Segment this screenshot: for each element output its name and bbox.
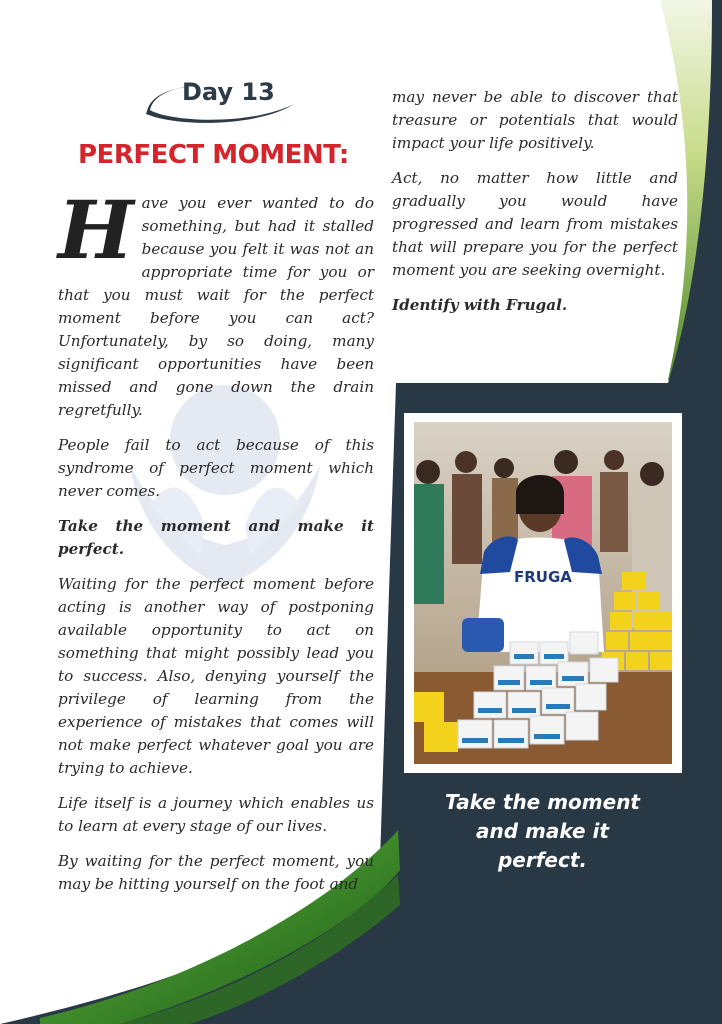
drop-cap: H [58,183,134,277]
subheading-take-the-moment: Take the moment and make it perfect. [58,517,374,558]
paragraph-4: Waiting for the perfect moment before acting is another way of postponing available opportunity to act on something that might possibly lead you to success. Also, denying yourself the privilege of learning from the experience of mistakes that comes will not make perfect whatever goal you are trying to achieve. [58,575,374,777]
intro-text: ave you ever wanted to do something, but had it stalled because you felt it was not an appropriate time for you or that you must wait for the perfect moment before you can act? Unfortunately, by so doing, many significant opportunities have been missed and gone down the drain regretfully. [58,194,374,419]
caption-line-2: and make it [476,819,609,843]
day-label: Day 13 [182,78,275,106]
paragraph-2: People fail to act because of this syndrome of perfect moment which never comes. [58,436,374,500]
paragraph-5: Life itself is a journey which enables us to learn at every stage of our lives. [58,794,374,835]
paragraph-6: By waiting for the perfect moment, you may be hitting yourself on the foot and [58,852,374,893]
right-paragraph-2: Act, no matter how little and gradually you would have progressed and learn from mistakes that will prepare you for the perfect moment you are seeking overnight. [392,169,678,279]
caption-line-1: Take the moment [445,790,640,814]
right-paragraph-1: may never be able to discover that treasure or potentials that would impact your life positively. [392,88,678,152]
photo-caption [400,788,685,875]
caption-line-3: perfect. [497,848,588,872]
identify-with-frugal: Identify with Frugal. [392,296,568,314]
event-photo [414,422,672,764]
page-title: PERFECT MOMENT: [78,140,349,170]
day-badge [140,74,300,130]
left-column [58,183,374,908]
shirt-text: FRUGA [514,568,572,586]
right-column [392,86,678,329]
intro-paragraph [58,183,374,422]
product-stand-illustration [414,422,672,764]
